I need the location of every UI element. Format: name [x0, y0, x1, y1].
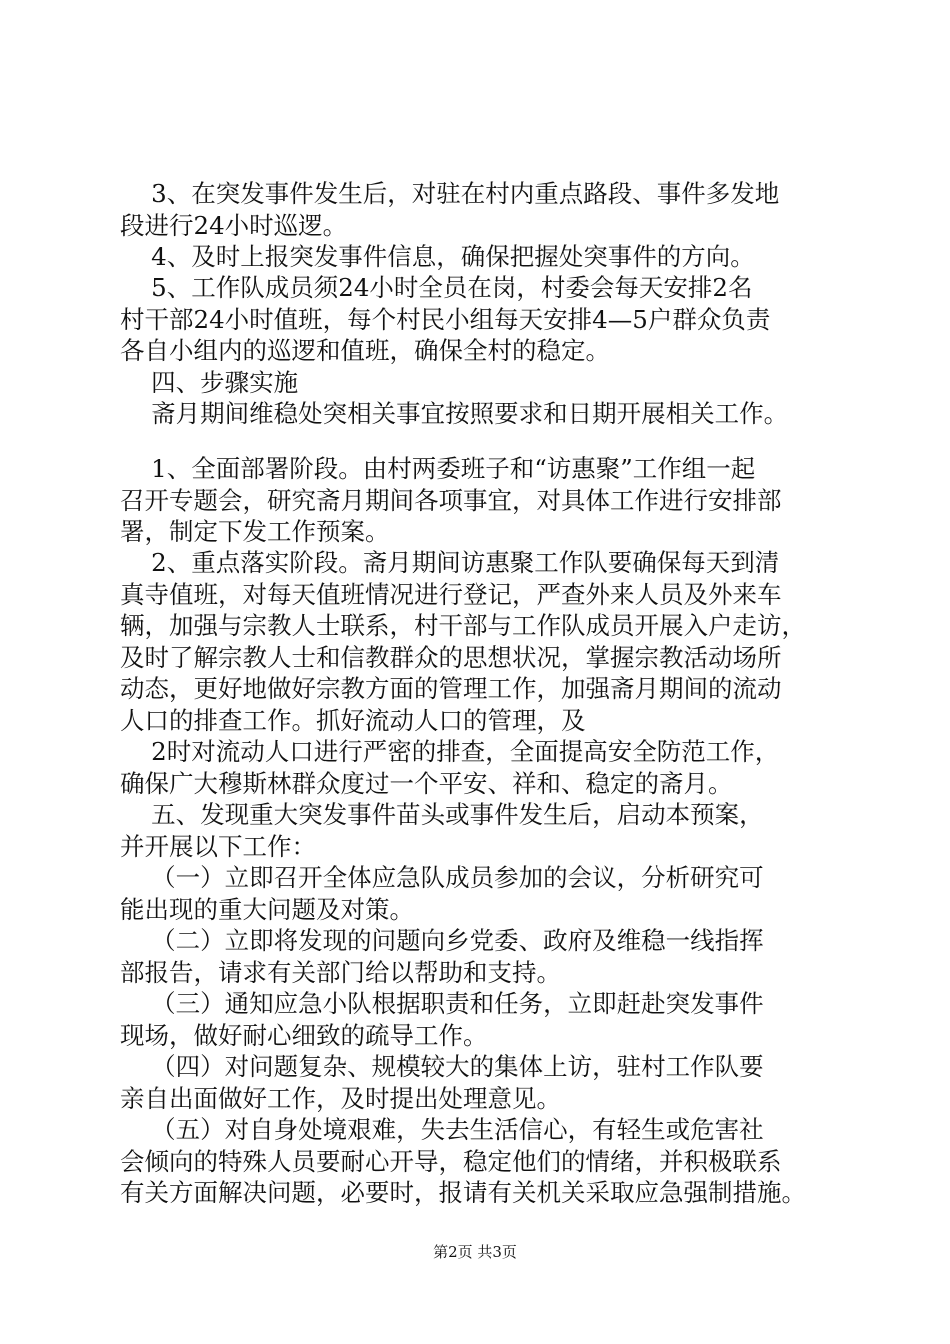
text-line: 辆，加强与宗教人士联系，村干部与工作队成员开展入户走访， — [120, 611, 806, 640]
text-line: 动态，更好地做好宗教方面的管理工作，加强斋月期间的流动 — [120, 674, 782, 703]
paragraph-sub-1 — [120, 862, 840, 925]
text-line: 能出现的重大问题及对策。 — [120, 894, 414, 924]
text-line: 四、步骤实施 — [120, 368, 299, 397]
paragraph-sub-4 — [120, 1051, 840, 1114]
paragraph-item-3 — [120, 178, 840, 241]
paragraph-sub-2 — [120, 925, 840, 988]
text-line: 段进行24小时巡逻。 — [120, 210, 348, 240]
text-line: 真寺值班，对每天值班情况进行登记，严查外来人员及外来车 — [120, 579, 782, 609]
text-line: 5、工作队成员须24小时全员在岗，村委会每天安排2名 — [120, 273, 753, 302]
text-line: 2、重点落实阶段。斋月期间访惠聚工作队要确保每天到清 — [120, 548, 780, 577]
text-line: （四）对问题复杂、规模较大的集体上访，驻村工作队要 — [120, 1052, 764, 1081]
text-line: 斋月期间维稳处突相关事宜按照要求和日期开展相关工作。 — [120, 399, 789, 428]
text-line: 及时了解宗教人士和信教群众的思想状况，掌握宗教活动场所 — [120, 642, 782, 672]
paragraph-step-2-cont — [120, 736, 840, 799]
text-line: 各自小组内的巡逻和值班，确保全村的稳定。 — [120, 336, 610, 365]
text-line: 确保广大穆斯林群众度过一个平安、祥和、稳定的斋月。 — [120, 768, 733, 798]
text-line: （一）立即召开全体应急队成员参加的会议，分析研究可 — [120, 863, 764, 892]
text-line: 召开专题会，研究斋月期间各项事宜，对具体工作进行安排部 — [120, 485, 782, 515]
text-line: 署，制定下发工作预案。 — [120, 517, 390, 546]
paragraph-item-5 — [120, 272, 840, 367]
text-line: （三）通知应急小队根据职责和任务，立即赶赴突发事件 — [120, 989, 764, 1018]
text-line: 人口的排查工作。抓好流动人口的管理，及 — [120, 705, 586, 735]
paragraph-step-1 — [120, 453, 840, 548]
text-line: 村干部24小时值班，每个村民小组每天安排4—5户群众负责 — [120, 304, 771, 334]
text-line: 有关方面解决问题，必要时，报请有关机关采取应急强制措施。 — [120, 1178, 806, 1207]
text-line: 部报告，请求有关部门给以帮助和支持。 — [120, 957, 561, 987]
paragraph-intro — [120, 398, 840, 430]
text-line: （五）对自身处境艰难，失去生活信心，有轻生或危害社 — [120, 1115, 764, 1144]
text-line: 3、在突发事件发生后，对驻在村内重点路段、事件多发地 — [120, 179, 780, 208]
text-line: 亲自出面做好工作，及时提出处理意见。 — [120, 1083, 561, 1113]
text-line: 2时对流动人口进行严密的排查，全面提高安全防范工作， — [120, 737, 780, 766]
text-line: 并开展以下工作： — [120, 831, 316, 861]
text-line: （二）立即将发现的问题向乡党委、政府及维稳一线指挥 — [120, 926, 764, 955]
page-number-footer: 第2页 共3页 — [433, 1243, 517, 1261]
section-heading-five — [120, 799, 840, 862]
paragraph-sub-5 — [120, 1114, 840, 1209]
text-line: 现场，做好耐心细致的疏导工作。 — [120, 1020, 488, 1050]
text-line: 4、及时上报突发事件信息，确保把握处突事件的方向。 — [120, 242, 755, 271]
paragraph-item-4 — [120, 241, 840, 273]
text-line: 五、发现重大突发事件苗头或事件发生后，启动本预案， — [120, 800, 764, 829]
text-line: 会倾向的特殊人员要耐心开导，稳定他们的情绪，并积极联系 — [120, 1146, 782, 1176]
paragraph-step-2 — [120, 547, 840, 736]
section-heading-steps — [120, 367, 840, 399]
paragraph-sub-3 — [120, 988, 840, 1051]
text-line: 1、全面部署阶段。由村两委班子和“访惠聚”工作组一起 — [120, 454, 756, 483]
